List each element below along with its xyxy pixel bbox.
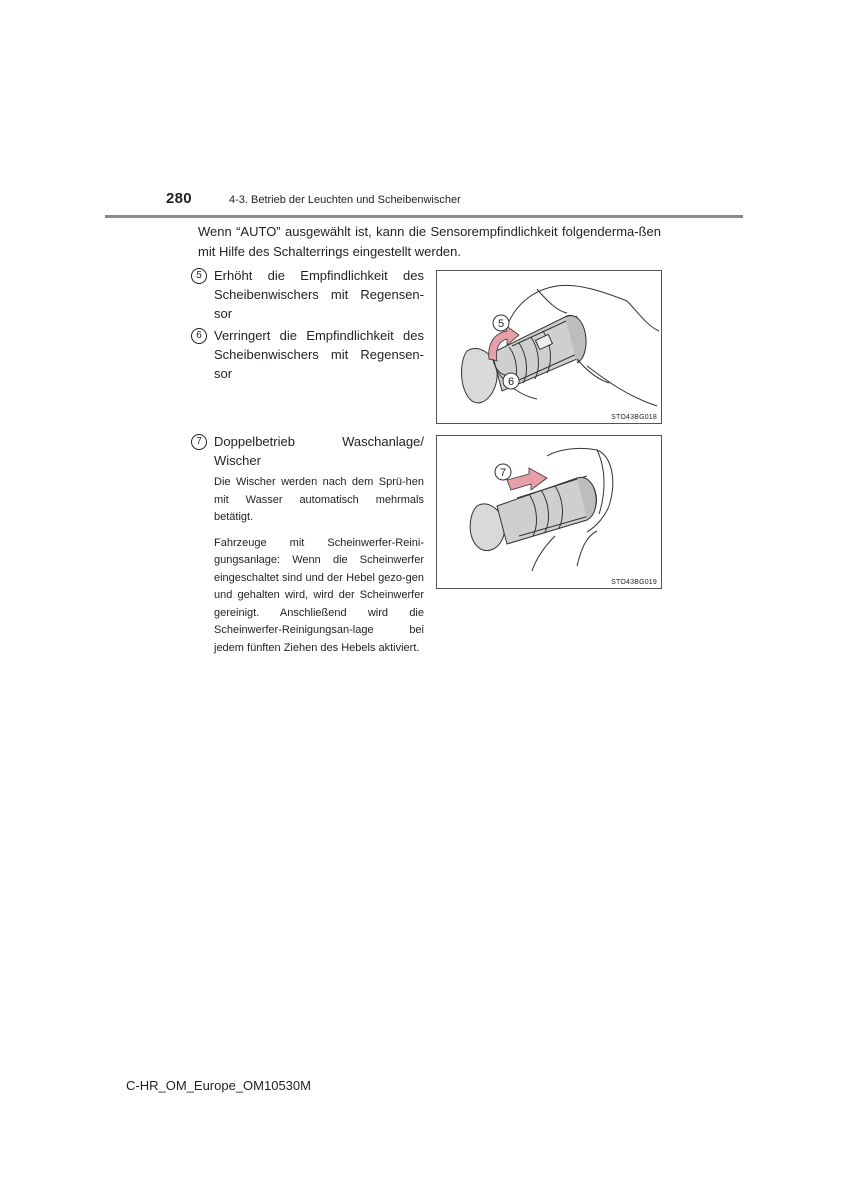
circled-number-7: 7	[191, 434, 207, 450]
circled-number-5: 5	[191, 268, 207, 284]
note-paragraph: Fahrzeuge mit Scheinwerfer-Reini-gungsanlage: Wenn die Scheinwerfer eingeschaltet sind und der Hebel gezo-gen und gehalten wird, wird der Scheinwerfer gereinigt. Anschließend wird die Scheinwerfer-Reinigungsan-lage bei jedem fünften Ziehen des Hebels aktiviert.	[214, 536, 424, 654]
intro-paragraph: Wenn “AUTO” ausgewählt ist, kann die Sensorempfindlichkeit folgenderma-ßen mit Hilfe des Schalterrings eingestellt werden.	[198, 224, 661, 259]
figure-code: STO43BG019	[611, 579, 657, 586]
figure-pull-lever	[436, 435, 662, 589]
list-item-washer	[191, 432, 424, 657]
figure-code: STO43BG018	[611, 414, 657, 421]
page-number: 280	[166, 190, 192, 207]
section-title: 4-3. Betrieb der Leuchten und Scheibenwischer	[229, 194, 461, 206]
list-item-text: Doppelbetrieb Waschanlage/ Wischer	[214, 434, 424, 468]
document-code-footer: C-HR_OM_Europe_OM10530M	[126, 1078, 311, 1093]
list-item-decrease	[191, 326, 424, 383]
figure-switch-ring	[436, 270, 662, 424]
illustration-hand-lever	[437, 271, 661, 423]
list-item-text: Verringert die Empfindlichkeit des Scheibenwischers mit Regensen-sor	[214, 328, 424, 381]
header-divider	[105, 215, 743, 218]
illustration-hand-pull	[437, 436, 661, 588]
pull-arrow-icon	[507, 468, 547, 490]
circled-number-6: 6	[191, 328, 207, 344]
note-paragraph: Die Wischer werden nach dem Sprü-hen mit Wasser automatisch mehrmals betätigt.	[214, 476, 424, 523]
list-item-text: Erhöht die Empfindlichkeit des Scheibenwischers mit Regensen-sor	[214, 268, 424, 321]
list-item-increase	[191, 266, 424, 323]
callout-label: 6	[507, 376, 515, 388]
callout-label: 5	[497, 318, 505, 330]
callout-label: 7	[499, 467, 507, 479]
